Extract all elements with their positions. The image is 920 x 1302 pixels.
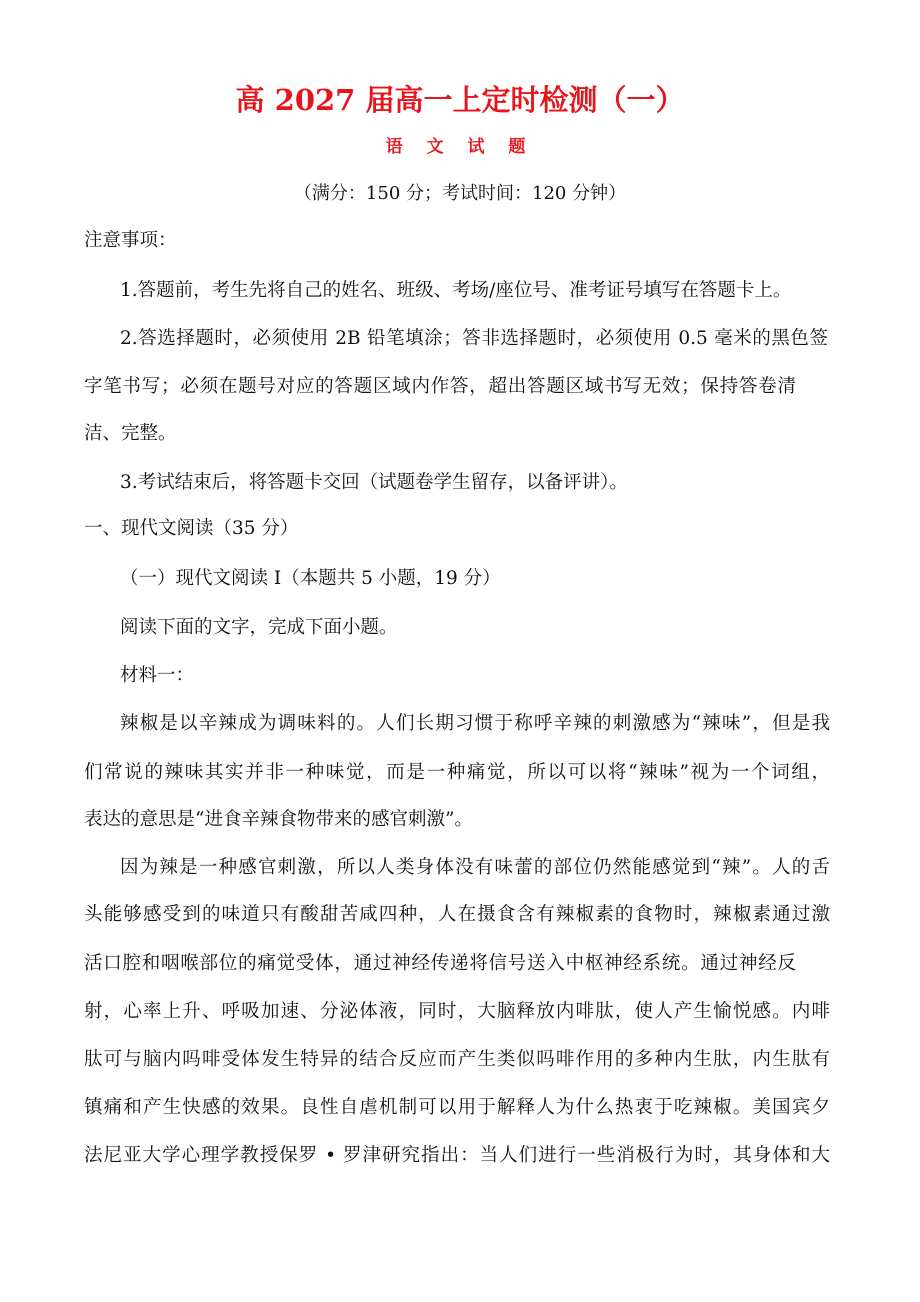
paragraph-2-line-4: 射，心率上升、呼吸加速、分泌体液，同时，大脑释放内啡肽，使人产生愉悦感。内啡: [84, 1001, 830, 1022]
material-label: 材料一：: [120, 665, 195, 686]
paragraph-2-line-1: 因为辣是一种感官刺激，所以人类身体没有味蕾的部位仍然能感觉到“辣”。人的舌: [120, 857, 830, 878]
paragraph-2-line-6: 镇痛和产生快感的效果。良性自虐机制可以用于解释人为什么热衷于吃辣椒。美国宾夕: [84, 1097, 830, 1118]
paragraph-2-line-2: 头能够感受到的味道只有酸甜苦咸四种，人在摄食含有辣椒素的食物时，辣椒素通过激: [84, 904, 830, 925]
paragraph-1-line-1: 辣椒是以辛辣成为调味料的。人们长期习惯于称呼辛辣的刺激感为“辣味”，但是我: [120, 713, 830, 734]
paragraph-2-line-5: 肽可与脑内吗啡受体发生特异的结合反应而产生类似吗啡作用的多种内生肽，内生肽有: [84, 1049, 830, 1070]
notes-item-3: 3.考试结束后，将答题卡交回（试题卷学生留存，以备评讲）。: [120, 472, 628, 493]
paragraph-1-line-2: 们常说的辣味其实并非一种味觉，而是一种痛觉，所以可以将“辣味”视为一个词组，: [84, 762, 830, 783]
reading-instruction: 阅读下面的文字，完成下面小题。: [120, 617, 398, 638]
section-heading: 一、现代文阅读（35 分）: [84, 518, 299, 539]
notes-heading: 注意事项：: [84, 230, 177, 251]
exam-meta: （满分：150 分；考试时间：120 分钟）: [293, 183, 627, 204]
notes-item-2-line-2: 字笔书写；必须在题号对应的答题区域内作答，超出答题区域书写无效；保持答卷清: [84, 376, 796, 397]
subject-title: 语 文 试 题: [385, 137, 535, 157]
paragraph-2-line-3: 活口腔和咽喉部位的痛觉受体，通过神经传递将信号送入中枢神经系统。通过神经反: [84, 953, 796, 974]
notes-item-1: 1.答题前，考生先将自己的姓名、班级、考场/座位号、准考证号填写在答题卡上。: [120, 280, 792, 301]
notes-item-2-line-3: 洁、完整。: [84, 423, 177, 444]
paragraph-1-line-3: 表达的意思是“进食辛辣食物带来的感官刺激”。: [84, 809, 473, 830]
subsection-heading: （一）现代文阅读 I（本题共 5 小题，19 分）: [120, 568, 501, 589]
paragraph-2-line-7: 法尼亚大学心理学教授保罗 • 罗津研究指出：当人们进行一些消极行为时，其身体和大: [84, 1145, 830, 1166]
exam-title: 高 2027 届高一上定时检测（一）: [235, 83, 685, 117]
notes-item-2-line-1: 2.答选择题时，必须使用 2B 铅笔填涂；答非选择题时，必须使用 0.5 毫米的黑色签: [120, 328, 828, 349]
